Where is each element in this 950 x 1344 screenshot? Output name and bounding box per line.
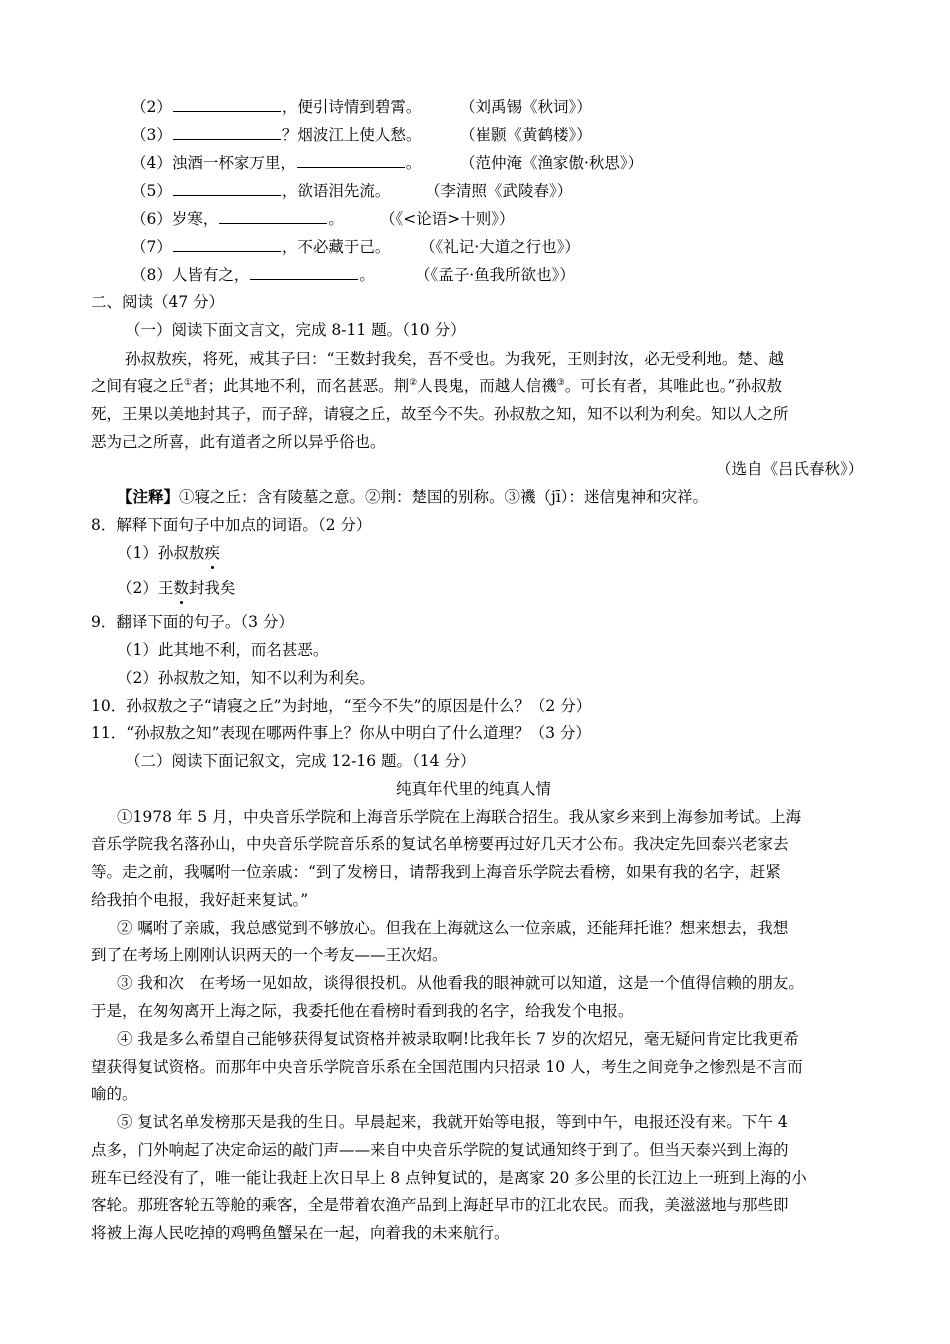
article-line: 望获得复试资格。而那年中央音乐学院音乐系在全国范围内只招录 10 人，考生之间竞争之惨烈是不言而 bbox=[91, 1058, 803, 1076]
poem-source-2: （刘禹锡《秋词》） bbox=[460, 98, 592, 116]
question-8: 8．解释下面句子中加点的词语。（2 分） bbox=[91, 516, 372, 534]
dotted-word: 数 bbox=[173, 579, 189, 597]
question-8-item-1: （1）孙叔敖疾 bbox=[117, 544, 220, 562]
article-line: 客轮。那班客轮五等舱的乘客，全是带着农渔产品到上海赶早市的江北农民。而我，美滋滋地与那些即 bbox=[91, 1196, 789, 1214]
article-line: 点多，门外响起了决定命运的敲门声——来自中央音乐学院的复试通知终于到了。但当天泰兴到上海的 bbox=[91, 1141, 789, 1159]
classical-text-line: 之间有寝之丘①者；此其地不利，而名甚恶。荆②人畏鬼，而越人信禨③。可长有者，其唯此也。”孙叔敖 bbox=[91, 377, 782, 395]
poem-line-2: （2） ，便引诗情到碧霄。 bbox=[131, 98, 422, 116]
question-9-item-2: （2）孙叔敖之知，知不以利为利矣。 bbox=[117, 669, 375, 687]
question-9-item-1: （1）此其地不利，而名甚恶。 bbox=[117, 641, 329, 659]
answer-blank[interactable] bbox=[297, 153, 405, 168]
article-line: 喻的。 bbox=[91, 1085, 138, 1103]
poem-line-7: （7） ，不必藏于己。 bbox=[131, 238, 391, 256]
answer-blank[interactable] bbox=[173, 237, 281, 252]
poem-line-6: （6）岁寒， 。 bbox=[131, 210, 344, 228]
poem-line-5: （5） ，欲语泪先流。 bbox=[131, 182, 391, 200]
classical-text-line: 孙叔敖疾，将死，戒其子曰：“王数封我矣，吾不受也。为我死，王则封汝，必无受利地。楚、越 bbox=[125, 350, 784, 368]
question-9: 9．翻译下面的句子。（3 分） bbox=[91, 613, 294, 631]
article-line: 班车已经没有了，唯一能让我赶上次日早上 8 点钟复试的，是离家 20 多公里的长江边上一班到上海的小 bbox=[91, 1169, 807, 1187]
question-11: 11．“孙叔敖之知”表现在哪两件事上？你从中明白了什么道理？（3 分） bbox=[91, 724, 591, 742]
poem-line-4: （4）浊酒一杯家万里， 。 bbox=[131, 154, 422, 172]
part1-intro: （一）阅读下面文言文，完成 8-11 题。（10 分） bbox=[125, 321, 466, 339]
poem-line-3: （3） ？烟波江上使人愁。 bbox=[131, 126, 422, 144]
answer-blank[interactable] bbox=[250, 265, 358, 280]
article-line: ⑤ 复试名单发榜那天是我的生日。早晨起来，我就开始等电报，等到中午，电报还没有来。下午 4 bbox=[117, 1113, 788, 1131]
annotation: 【注释】①寝之丘：含有陵墓之意。②荆：楚国的别称。③禨（jī）：迷信鬼神和灾祥。 bbox=[117, 487, 709, 506]
article-line: 于是，在匆匆离开上海之际，我委托他在看榜时看到我的名字，给我发个电报。 bbox=[91, 1002, 634, 1020]
section-heading: 二、阅读（47 分） bbox=[91, 293, 225, 311]
part2-intro: （二）阅读下面记叙文，完成 12-16 题。（14 分） bbox=[125, 752, 476, 770]
poem-source-5: （李清照《武陵春》） bbox=[425, 182, 573, 200]
poem-source-6: （《<论语>十则》） bbox=[380, 210, 515, 228]
answer-blank[interactable] bbox=[219, 209, 327, 224]
poem-source-4: （范仲淹《渔家傲·秋思》） bbox=[460, 154, 644, 172]
answer-blank[interactable] bbox=[173, 125, 281, 140]
classical-source: （选自《吕氏春秋》） bbox=[716, 460, 864, 478]
poem-source-7: （《礼记·大道之行也》） bbox=[420, 238, 580, 256]
article-line: ② 嘱咐了亲戚，我总感觉到不够放心。但我在上海就这么一位亲戚，还能拜托谁？想来想去，我想 bbox=[117, 919, 789, 937]
article-line: 等。走之前，我嘱咐一位亲戚：“到了发榜日，请帮我到上海音乐学院去看榜，如果有我的名字，赶紧 bbox=[91, 863, 781, 881]
article-line: 将被上海人民吃掉的鸡鸭鱼蟹呆在一起，向着我的未来航行。 bbox=[91, 1224, 510, 1242]
poem-line-8: （8）人皆有之， 。 bbox=[131, 266, 375, 284]
article-title: 纯真年代里的纯真人情 bbox=[396, 780, 552, 798]
poem-source-8: （《孟子·鱼我所欲也》） bbox=[415, 266, 575, 284]
article-line: 给我拍个电报，我好赶来复试。” bbox=[91, 891, 309, 909]
question-8-item-2: （2）王数封我矣 bbox=[117, 579, 236, 597]
classical-text-line: 死，王果以美地封其子，而子辞，请寝之丘，故至今不失。孙叔敖之知，知不以利为利矣。知以人之所 bbox=[91, 405, 789, 423]
question-10: 10．孙叔敖之子“请寝之丘”为封地，“至今不失”的原因是什么？（2 分） bbox=[91, 697, 592, 715]
answer-blank[interactable] bbox=[173, 181, 281, 196]
classical-text-line: 恶为己之所喜，此有道者之所以异乎俗也。 bbox=[91, 433, 386, 451]
answer-blank[interactable] bbox=[173, 97, 281, 112]
article-line: ①1978 年 5 月，中央音乐学院和上海音乐学院在上海联合招生。我从家乡来到上海参加考试。上海 bbox=[117, 808, 802, 826]
article-line: 音乐学院我名落孙山，中央音乐学院音乐系的复试名单榜要再过好几天才公布。我决定先回泰兴老家去 bbox=[91, 835, 789, 853]
article-line: ③ 我和次 在考场一见如故，谈得很投机。从他看我的眼神就可以知道，这是一个值得信赖的朋友。 bbox=[117, 974, 804, 992]
dotted-word: 疾 bbox=[204, 544, 220, 562]
article-line: 到了在考场上刚刚认识两天的一个考友——王次炤。 bbox=[91, 946, 448, 964]
poem-source-3: （崔颢《黄鹤楼》） bbox=[460, 126, 592, 144]
article-line: ④ 我是多么希望自己能够获得复试资格并被录取啊!比我年长 7 岁的次炤兄，毫无疑问肯定比我更希 bbox=[117, 1030, 799, 1048]
